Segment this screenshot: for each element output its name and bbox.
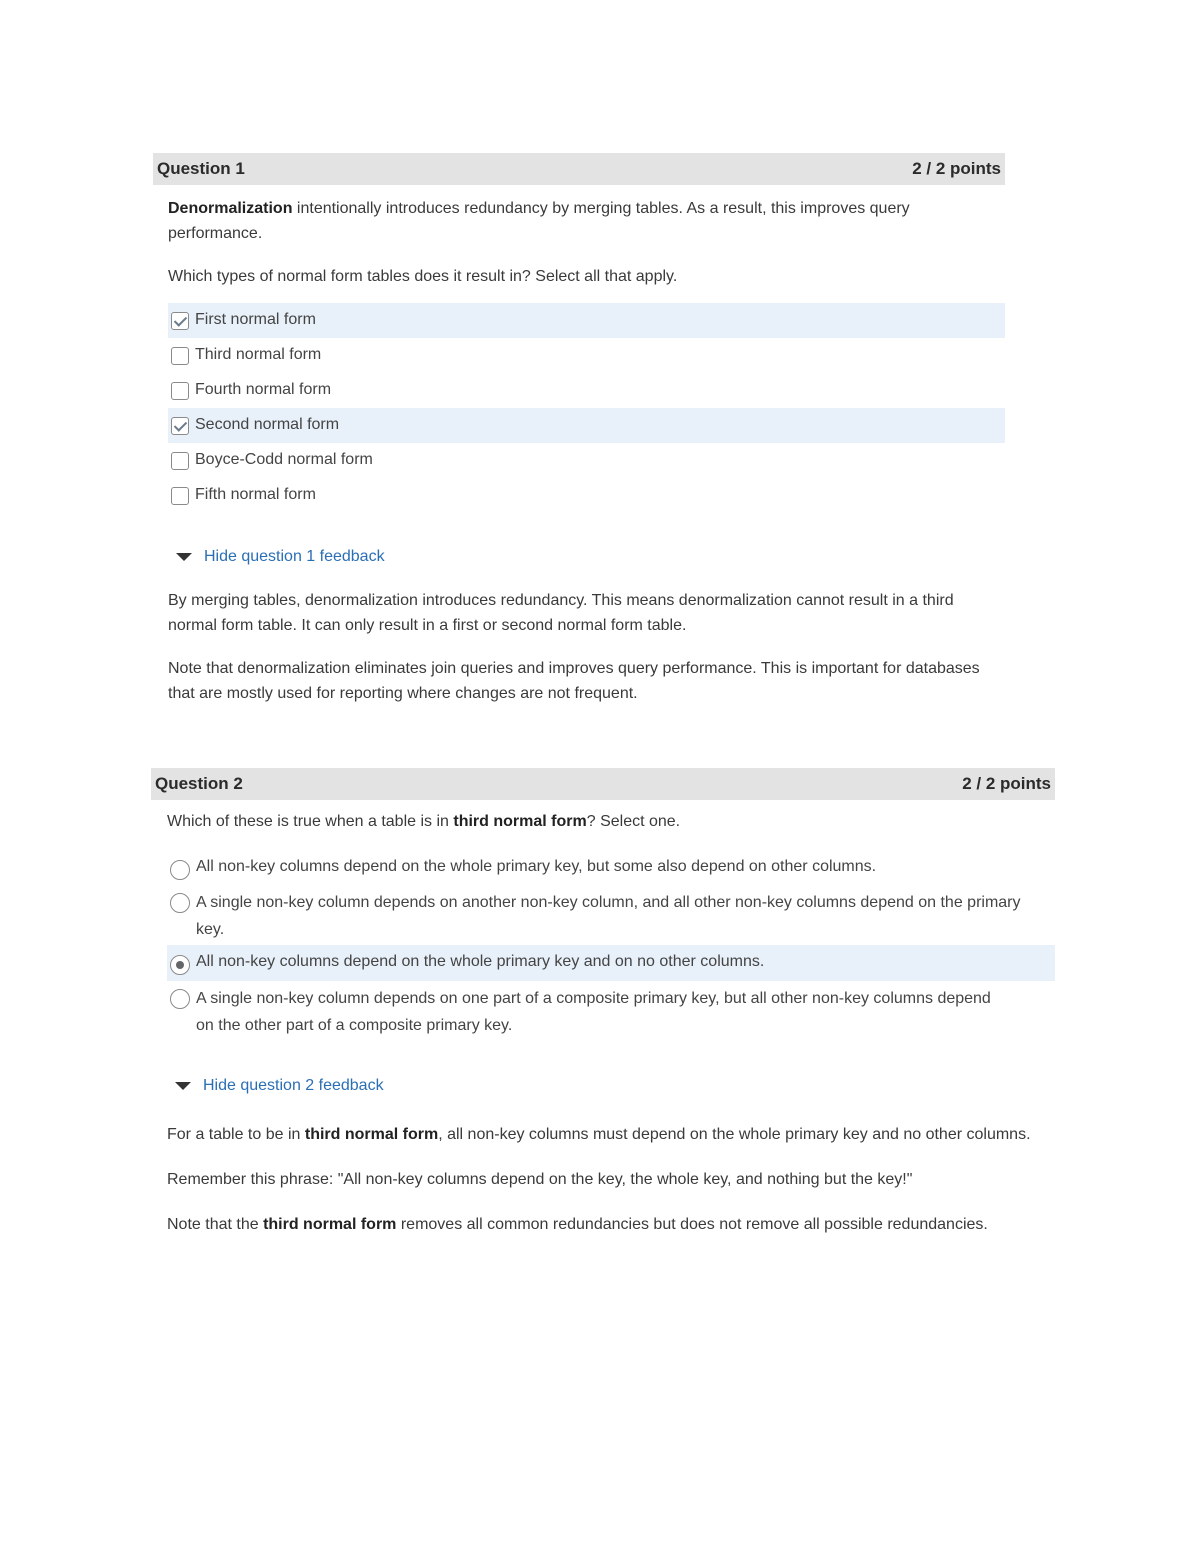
question-2-points: 2 / 2 points <box>962 774 1051 793</box>
q2-option-4[interactable] <box>167 981 1055 1041</box>
question-2-prompt-bold: third normal form <box>453 813 587 830</box>
q2-option-2[interactable] <box>167 885 1055 945</box>
q1-option-2[interactable] <box>168 338 1005 373</box>
q2-feedback-1-bold: third normal form <box>304 1126 439 1143</box>
q1-option-5[interactable] <box>168 443 1005 478</box>
q2-feedback-2: Remember this phrase: "All non-key columns depend on the key, the whole key, and nothing but the key!" <box>167 1171 913 1188</box>
radio-icon[interactable] <box>170 893 190 913</box>
checkbox-checked-icon[interactable] <box>171 312 189 330</box>
question-1-points: 2 / 2 points <box>912 159 1001 178</box>
q2-feedback-1 <box>167 1121 1047 1148</box>
q1-option-6[interactable] <box>168 478 1005 513</box>
checkbox-icon[interactable] <box>171 452 189 470</box>
question-2-header <box>151 768 1055 800</box>
q2-option-3-label: All non-key columns depend on the whole primary key and on no other columns. <box>196 953 765 970</box>
q2-option-1[interactable] <box>167 852 1055 885</box>
q1-option-4-label: Second normal form <box>195 416 340 433</box>
q2-feedback-1-pre: For a table to be in <box>167 1126 305 1143</box>
question-2-options <box>167 852 1055 1041</box>
question-2-prompt-post: ? Select one. <box>586 813 681 830</box>
q1-option-5-label: Boyce-Codd normal form <box>195 451 373 468</box>
question-2-prompt-pre: Which of these is true when a table is in <box>167 813 454 830</box>
question-1-body <box>153 196 1005 706</box>
question-2-title: Question 2 <box>155 774 243 793</box>
q2-feedback-1-post: , all non-key columns must depend on the whole primary key and no other columns. <box>438 1126 1031 1143</box>
question-2-body <box>151 809 1055 1238</box>
q1-option-3[interactable] <box>168 373 1005 408</box>
q1-option-1-label: First normal form <box>195 311 316 328</box>
question-1-instruction: Which types of normal form tables does it result in? Select all that apply. <box>168 268 678 285</box>
q1-option-3-label: Fourth normal form <box>195 381 332 398</box>
question-1-header <box>153 153 1005 185</box>
checkbox-checked-icon[interactable] <box>171 417 189 435</box>
question-2-prompt <box>167 809 1055 834</box>
q1-option-2-label: Third normal form <box>195 346 322 363</box>
q1-feedback-toggle-label: Hide question 1 feedback <box>204 548 385 565</box>
q1-option-1[interactable] <box>168 303 1005 338</box>
q1-feedback-toggle[interactable] <box>168 548 1005 566</box>
q2-option-1-label: All non-key columns depend on the whole primary key, but some also depend on other columns. <box>196 858 877 875</box>
radio-icon[interactable] <box>170 860 190 880</box>
caret-down-icon <box>175 1082 191 1090</box>
checkbox-icon[interactable] <box>171 382 189 400</box>
question-1-prompt-bold: Denormalization <box>168 200 293 217</box>
q2-option-3[interactable] <box>167 945 1055 981</box>
q1-feedback-1: By merging tables, denormalization introduces redundancy. This means denormalization cannot result in a third normal form table. It can only result in a first or second normal form table. <box>168 592 954 634</box>
q2-option-4-label: A single non-key column depends on one part of a composite primary key, but all other non-key columns depend on the other part of a composite primary key. <box>196 990 991 1034</box>
radio-selected-icon[interactable] <box>170 955 190 975</box>
caret-down-icon <box>176 553 192 561</box>
question-1-options <box>168 303 1005 513</box>
question-1-title: Question 1 <box>157 159 245 178</box>
q2-feedback-3 <box>167 1211 1027 1238</box>
question-1-prompt-text: intentionally introduces redundancy by merging tables. As a result, this improves query performance. <box>168 200 910 242</box>
q1-option-6-label: Fifth normal form <box>195 486 316 503</box>
q2-feedback-3-bold: third normal form <box>263 1216 397 1233</box>
question-1 <box>153 153 1005 706</box>
q1-feedback-2: Note that denormalization eliminates join queries and improves query performance. This is important for databases that are mostly used for reporting where changes are not frequent. <box>168 660 980 702</box>
q2-feedback-toggle-label: Hide question 2 feedback <box>203 1077 384 1094</box>
q2-option-2-label: A single non-key column depends on another non-key column, and all other non-key columns depend on the primary key. <box>196 894 1021 938</box>
question-1-prompt <box>168 196 1005 246</box>
checkbox-icon[interactable] <box>171 347 189 365</box>
q2-feedback-toggle[interactable] <box>167 1077 1055 1095</box>
q2-feedback-3-pre: Note that the <box>167 1216 264 1233</box>
radio-icon[interactable] <box>170 989 190 1009</box>
question-2 <box>151 768 1055 1238</box>
q2-feedback-3-post: removes all common redundancies but does not remove all possible redundancies. <box>396 1216 988 1233</box>
q1-option-4[interactable] <box>168 408 1005 443</box>
checkbox-icon[interactable] <box>171 487 189 505</box>
